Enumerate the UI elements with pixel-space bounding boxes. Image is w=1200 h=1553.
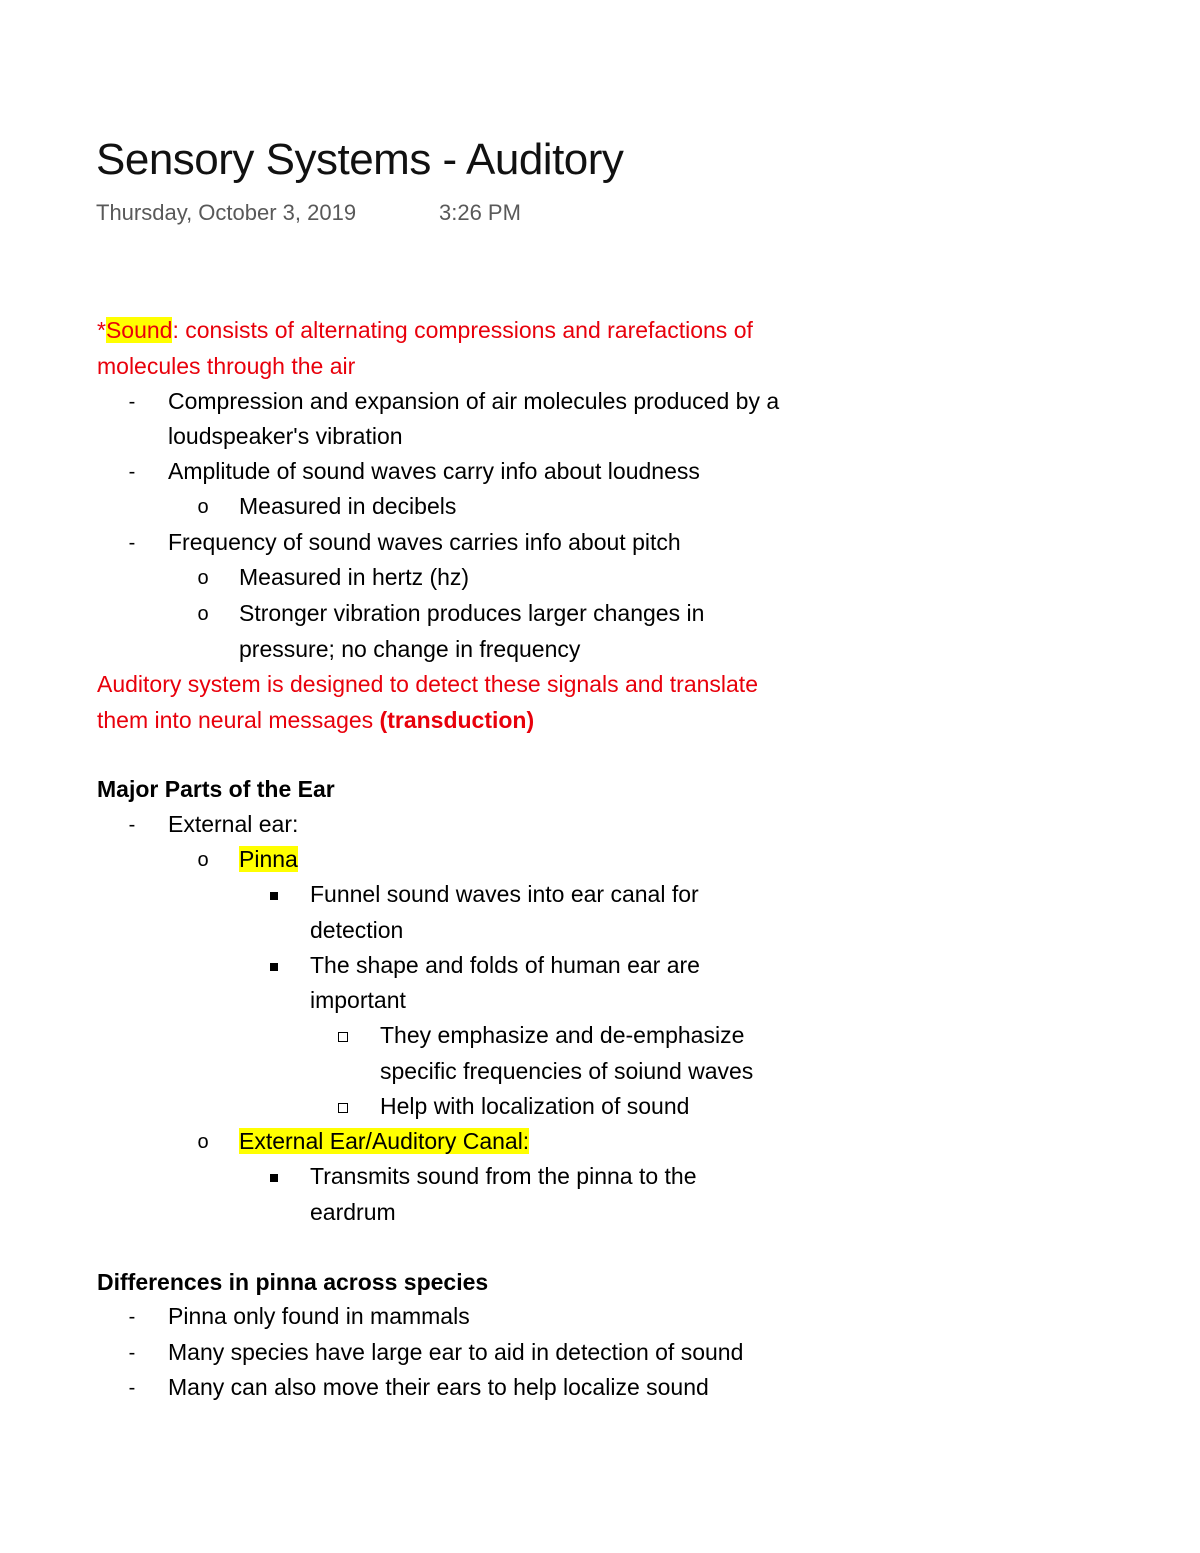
dash-bullet: - (128, 1306, 136, 1328)
list-item-cont: detection (310, 917, 404, 943)
dash-bullet: - (128, 391, 136, 413)
list-item-cont: specific frequencies of soiund waves (380, 1058, 754, 1084)
list-item-cont: pressure; no change in frequency (239, 636, 581, 662)
conclusion-text-cont (97, 704, 534, 736)
sound-definition (97, 314, 753, 346)
list-item: The shape and folds of human ear are (310, 952, 700, 978)
dash-bullet: - (128, 1377, 136, 1399)
list-item: Frequency of sound waves carries info about pitch (168, 529, 681, 555)
page-time: 3:26 PM (439, 200, 521, 225)
list-item: Compression and expansion of air molecules produced by a (168, 388, 780, 414)
sound-definition-text: : consists of alternating compressions and rarefactions of (172, 317, 753, 343)
square-bullet-icon (270, 963, 278, 971)
circle-bullet: o (197, 849, 209, 871)
list-item: External ear: (168, 811, 299, 837)
list-item-cont: important (310, 987, 406, 1013)
circle-bullet: o (197, 603, 209, 625)
list-item-cont: loudspeaker's vibration (168, 423, 403, 449)
sound-term: Sound (105, 317, 173, 343)
page-timestamp (96, 198, 521, 228)
list-item: Many species have large ear to aid in detection of sound (168, 1339, 744, 1365)
list-item: They emphasize and de-emphasize (380, 1022, 745, 1048)
asterisk: * (97, 317, 106, 343)
list-item: Measured in hertz (hz) (239, 564, 470, 590)
dash-bullet: - (128, 461, 136, 483)
circle-bullet: o (197, 496, 209, 518)
circle-bullet: o (197, 1131, 209, 1153)
list-item: Measured in decibels (239, 493, 457, 519)
section-heading: Major Parts of the Ear (97, 776, 335, 802)
list-item: Help with localization of sound (380, 1093, 690, 1119)
list-item: Many can also move their ears to help localize sound (168, 1374, 709, 1400)
list-item-cont: eardrum (310, 1199, 396, 1225)
hollow-square-bullet-icon (338, 1103, 348, 1113)
dash-bullet: - (128, 814, 136, 836)
square-bullet-icon (270, 1174, 278, 1182)
list-item: Pinna only found in mammals (168, 1303, 470, 1329)
list-item (239, 843, 298, 875)
list-item: Amplitude of sound waves carry info about loudness (168, 458, 700, 484)
sound-definition-cont: molecules through the air (97, 353, 356, 379)
square-bullet-icon (270, 892, 278, 900)
circle-bullet: o (197, 567, 209, 589)
hollow-square-bullet-icon (338, 1032, 348, 1042)
page-date: Thursday, October 3, 2019 (96, 200, 357, 225)
list-item: Funnel sound waves into ear canal for (310, 881, 699, 907)
canal-term: External Ear/Auditory Canal: (239, 1128, 530, 1154)
conclusion-text: Auditory system is designed to detect these signals and translate (97, 671, 758, 697)
page-title: Sensory Systems - Auditory (96, 135, 624, 184)
transduction-term: (transduction) (379, 707, 535, 733)
dash-bullet: - (128, 1342, 136, 1364)
list-item: Transmits sound from the pinna to the (310, 1163, 697, 1189)
list-item (239, 1125, 529, 1157)
list-item: Stronger vibration produces larger changes in (239, 600, 705, 626)
section-heading: Differences in pinna across species (97, 1269, 489, 1295)
conclusion-text-part: them into neural messages (97, 707, 380, 733)
pinna-term: Pinna (239, 846, 298, 872)
dash-bullet: - (128, 532, 136, 554)
